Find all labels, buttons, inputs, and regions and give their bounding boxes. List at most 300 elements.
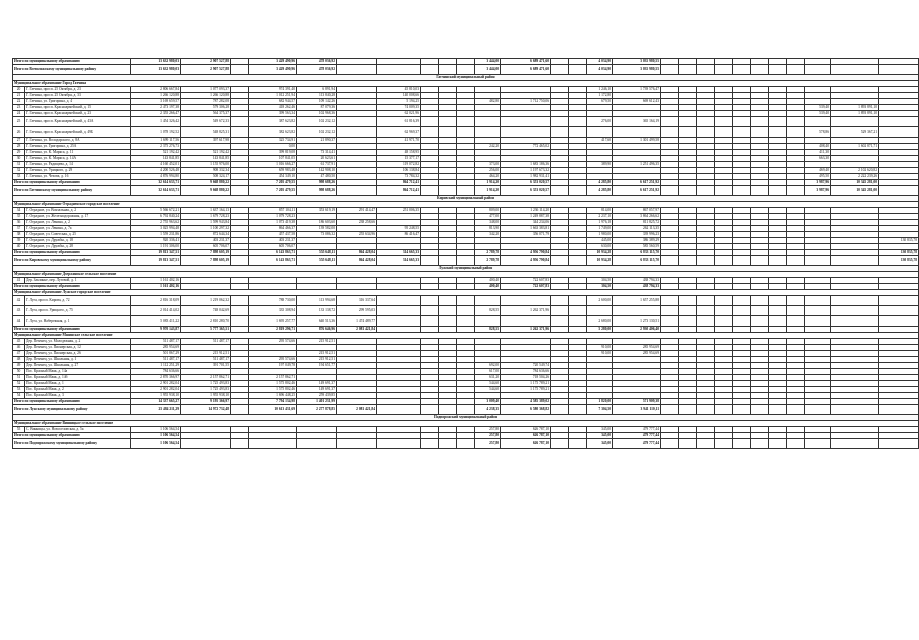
value-cell: 5 566 672,21 xyxy=(131,207,181,213)
value-cell: 149 691,37 xyxy=(297,386,337,392)
value-cell: 1 637 164,13 xyxy=(181,207,231,213)
value-cell: 469,40 xyxy=(805,167,831,173)
value-cell: 1 175 789,21 xyxy=(501,380,551,386)
value-cell: 1 078 192,52 xyxy=(131,127,181,137)
row-number: 23 xyxy=(13,105,25,111)
value-cell: 1 599 943,84 xyxy=(181,219,231,225)
value-cell: 299 595,03 xyxy=(337,306,377,316)
value-cell: 62 021,96 xyxy=(377,111,421,117)
total-cell xyxy=(751,65,769,75)
total-cell xyxy=(733,404,751,414)
value-cell: 679,50 xyxy=(587,99,613,105)
total-cell: 130 835,78 xyxy=(879,249,919,255)
value-cell: 626 787,10 xyxy=(501,426,551,432)
row-number: 41 xyxy=(13,277,25,283)
value-cell xyxy=(337,117,377,127)
value-cell: 215 912,51 xyxy=(297,338,337,344)
value-cell xyxy=(587,306,613,316)
row-number: 54 xyxy=(13,392,25,398)
value-cell: 910,00 xyxy=(587,344,613,350)
row-number: 43 xyxy=(13,306,25,316)
row-number: 39 xyxy=(13,237,25,243)
value-cell: 748 042,69 xyxy=(181,306,231,316)
value-cell: 1 657 255,88 xyxy=(613,295,661,305)
value-cell xyxy=(661,117,679,127)
value-cell: 95 248,55 xyxy=(377,225,421,231)
total-cell xyxy=(551,65,569,75)
value-cell: 400,40 xyxy=(475,277,501,283)
total-row xyxy=(13,185,919,195)
address-cell: Г. Гатчина, ул. Григорина, д. 25А xyxy=(25,143,131,149)
total-cell: 4 956 790,84 xyxy=(501,255,551,265)
total-cell: 478 036,92 xyxy=(297,65,337,75)
value-cell: 784 636,66 xyxy=(131,368,181,374)
value-cell: 1 172,80 xyxy=(587,93,613,99)
value-cell: 464,20 xyxy=(475,173,501,179)
row-number: 22 xyxy=(13,99,25,105)
value-cell xyxy=(613,127,661,137)
value-cell: 342,20 xyxy=(475,231,501,237)
value-cell: 1 155 976,00 xyxy=(181,161,231,167)
value-cell: 1 679 728,23 xyxy=(181,213,231,219)
value-cell: 215 912,51 xyxy=(297,356,337,362)
value-cell: 238 258,66 xyxy=(337,219,377,225)
total-cell xyxy=(805,438,831,448)
value-cell: 1 236 114,20 xyxy=(501,207,551,213)
table-row xyxy=(13,295,919,305)
total-cell: 14 337 665,27 xyxy=(131,398,181,404)
value-cell xyxy=(787,127,805,137)
value-cell: 21 890,37 xyxy=(297,137,337,143)
value-cell: 257,80 xyxy=(475,426,501,432)
total-cell xyxy=(377,404,421,414)
row-number: 20 xyxy=(13,87,25,93)
total-cell: 3 009,40 xyxy=(475,398,501,404)
value-cell: 457 437,58 xyxy=(249,231,297,237)
value-cell: 787 282,08 xyxy=(181,99,231,105)
value-cell: 276,00 xyxy=(587,117,613,127)
value-cell xyxy=(733,117,751,127)
value-cell: 87 079,36 xyxy=(297,105,337,111)
total-cell: 6 833 115,70 xyxy=(613,255,661,265)
value-cell xyxy=(475,295,501,305)
value-cell: 1 739 576,47 xyxy=(613,87,661,93)
total-cell xyxy=(733,185,751,195)
total-cell: 6 833 115,70 xyxy=(613,249,661,255)
value-cell: 285 954,69 xyxy=(613,350,661,356)
value-cell: 130 835,78 xyxy=(879,237,919,243)
total-cell: 10 345 281,00 xyxy=(831,185,879,195)
value-cell xyxy=(501,127,551,137)
value-cell: 1 077 093,37 xyxy=(181,87,231,93)
address-cell: С. Винницы, ул. Новоселовская, д. 5а xyxy=(25,426,131,432)
row-number: 44 xyxy=(13,316,25,326)
total-cell xyxy=(769,185,787,195)
row-number: 49 xyxy=(13,362,25,368)
value-cell xyxy=(501,117,551,127)
total-cell: 864 712,41 xyxy=(377,179,421,185)
total-cell xyxy=(831,65,879,75)
value-cell xyxy=(475,316,501,326)
row-number: 52 xyxy=(13,380,25,386)
value-cell xyxy=(697,306,715,316)
total-cell: 2 930 406,40 xyxy=(613,326,661,332)
value-cell xyxy=(569,117,587,127)
total-cell xyxy=(661,438,679,448)
value-cell xyxy=(439,117,457,127)
value-cell: 1 575 802,46 xyxy=(249,380,297,386)
value-cell xyxy=(787,306,805,316)
total-label: Итого по муниципальному образованию xyxy=(13,249,131,255)
total-cell xyxy=(879,438,919,448)
total-cell: 1 914,20 xyxy=(475,179,501,185)
address-cell: Г. Гатчина, просп. 25 Октября, д. 23 xyxy=(25,87,131,93)
total-label: Итого по муниципальному образованию xyxy=(13,432,131,438)
total-cell: 1 262 371,96 xyxy=(501,326,551,332)
total-cell: 5 777 365,51 xyxy=(181,326,231,332)
row-number: 53 xyxy=(13,386,25,392)
value-cell: 864 466,37 xyxy=(249,225,297,231)
value-cell: 579 306,28 xyxy=(181,105,231,111)
value-cell xyxy=(587,127,613,137)
value-cell: 113 840,28 xyxy=(297,93,337,99)
value-cell xyxy=(733,316,751,326)
value-cell xyxy=(457,316,475,326)
value-cell: 2 355 266,47 xyxy=(131,111,181,117)
value-cell: 20 623,61 xyxy=(297,155,337,161)
value-cell: 2 870 366,97 xyxy=(131,374,181,380)
total-cell: 10 345 281,00 xyxy=(831,179,879,185)
value-cell xyxy=(715,316,733,326)
value-cell: 0,00 xyxy=(249,143,297,149)
total-cell: 626 787,10 xyxy=(501,438,551,448)
value-cell xyxy=(569,127,587,137)
district-name: Лужский муниципальный район xyxy=(13,265,919,271)
municipality-name: Муниципальное образование Дзержинское сельское поселение xyxy=(13,271,919,277)
value-cell: 3 169 659,57 xyxy=(131,99,181,105)
total-cell: 1 106 564,54 xyxy=(131,432,181,438)
value-cell: 5 083 411,22 xyxy=(131,316,181,326)
value-cell: 511 487,17 xyxy=(181,356,231,362)
total-cell xyxy=(377,65,421,75)
value-cell: 106 138,84 xyxy=(377,167,421,173)
value-cell: 544,60 xyxy=(475,386,501,392)
value-cell: 920 336,41 xyxy=(131,237,181,243)
total-cell xyxy=(231,404,249,414)
value-cell xyxy=(501,295,551,305)
value-cell: 1 602 871,71 xyxy=(831,143,879,149)
value-cell: 6 792 840,24 xyxy=(131,213,181,219)
value-cell xyxy=(679,127,697,137)
value-cell: 1 699 117,56 xyxy=(131,137,181,143)
address-cell: Дер. Пехенец, ул. Пионерская, д. 12 xyxy=(25,344,131,350)
value-cell: 605 706,07 xyxy=(249,243,297,249)
value-cell: 256,00 xyxy=(475,167,501,173)
municipality-name: Муниципальное образование Лужское городское поселение xyxy=(13,289,919,295)
value-cell: 718 504,26 xyxy=(501,374,551,380)
value-cell: 356 071,79 xyxy=(501,231,551,237)
total-cell xyxy=(769,65,787,75)
total-cell xyxy=(457,255,475,265)
value-cell: 2 680,00 xyxy=(587,316,613,326)
value-cell: 578,86 xyxy=(805,127,831,137)
value-cell xyxy=(679,306,697,316)
value-cell xyxy=(551,127,569,137)
address-cell: Г. Отрадное, ул. Дружбы, д. 28 xyxy=(25,243,131,249)
value-cell xyxy=(733,127,751,137)
total-cell xyxy=(787,255,805,265)
value-cell: 692,00 xyxy=(475,362,501,368)
value-cell: 1 100 297,32 xyxy=(181,225,231,231)
row-number: 26 xyxy=(13,127,25,137)
value-cell: 403 231,37 xyxy=(249,237,297,243)
row-number: 32 xyxy=(13,167,25,173)
value-cell: 479 777,44 xyxy=(613,426,661,432)
total-cell: 3 941 110,11 xyxy=(613,404,661,414)
row-number: 21 xyxy=(13,93,25,99)
row-number: 35 xyxy=(13,213,25,219)
value-cell: 344 234,06 xyxy=(501,219,551,225)
total-cell xyxy=(337,185,377,195)
total-cell: 555 648,11 xyxy=(297,249,337,255)
value-cell xyxy=(661,295,679,305)
value-cell: 1 175 789,21 xyxy=(501,386,551,392)
address-cell: Г. Гатчина, просп. Красноармейский, д. 23 xyxy=(25,111,131,117)
value-cell: 1 266 120,88 xyxy=(181,93,231,99)
value-cell xyxy=(569,306,587,316)
value-cell xyxy=(805,295,831,305)
value-cell: 399 563,34 xyxy=(249,111,297,117)
total-cell xyxy=(661,65,679,75)
value-cell: 1 683 186,36 xyxy=(501,161,551,167)
value-cell: 511 487,17 xyxy=(131,338,181,344)
total-cell xyxy=(715,255,733,265)
value-cell: 548 825,31 xyxy=(181,127,231,137)
total-cell xyxy=(805,404,831,414)
value-cell xyxy=(439,295,457,305)
value-cell: 1 712 750,06 xyxy=(501,99,551,105)
district-name: Кировский муниципальный район xyxy=(13,195,919,201)
address-cell: Г. Отрадное, ул. Железнодорожная, д. 17 xyxy=(25,213,131,219)
total-cell: 6 353 020,57 xyxy=(501,185,551,195)
row-number: 34 xyxy=(13,207,25,213)
total-cell xyxy=(439,404,457,414)
value-cell: 605 706,07 xyxy=(181,243,231,249)
value-cell: 1 266 120,88 xyxy=(131,93,181,99)
address-cell: Дер. Пехенец, ул. Пионерская, д. 26 xyxy=(25,350,131,356)
total-cell: 3 444,00 xyxy=(475,59,501,65)
total-cell xyxy=(297,438,337,448)
value-cell: 1 696 448,25 xyxy=(249,392,297,398)
value-cell xyxy=(879,127,919,137)
municipality-name: Муниципальное образование Винницкое сельское поселение xyxy=(13,420,919,426)
row-number: 29 xyxy=(13,149,25,155)
total-cell xyxy=(337,438,377,448)
value-cell: 564 375,37 xyxy=(181,111,231,117)
value-cell xyxy=(377,316,421,326)
address-cell: Г. Луга, ул. Набережная, д. 1 xyxy=(25,316,131,326)
value-cell: 682 944,57 xyxy=(249,99,297,105)
value-cell: 291 414,47 xyxy=(337,207,377,213)
value-cell xyxy=(421,316,439,326)
total-label: Итого по Гатчинскому муниципальному району xyxy=(13,185,131,195)
value-cell: 1 955 938,10 xyxy=(181,392,231,398)
value-cell: 1 249 887,38 xyxy=(501,213,551,219)
total-cell: 4 585 389,02 xyxy=(501,398,551,404)
value-cell: 630,00 xyxy=(587,243,613,249)
value-cell: 529 367,21 xyxy=(831,127,879,137)
address-cell: Г. Гатчина, просп. Красноармейский, д. 49Б xyxy=(25,127,131,137)
municipality-name: Муниципальное образование Город Гатчина xyxy=(13,81,919,87)
table-row xyxy=(13,127,919,137)
value-cell: 4 160 452,01 xyxy=(131,161,181,167)
row-number: 36 xyxy=(13,219,25,225)
value-cell: 811 825,72 xyxy=(613,219,661,225)
total-cell: 7 304,50 xyxy=(587,404,613,414)
total-cell xyxy=(697,438,715,448)
value-cell: 1 559 231,86 xyxy=(131,231,181,237)
value-cell xyxy=(231,306,249,316)
total-cell xyxy=(377,438,421,448)
total-cell: 3 035 980,55 xyxy=(613,59,661,65)
total-cell: 6 580 368,82 xyxy=(501,404,551,414)
value-cell: 544,60 xyxy=(475,380,501,386)
value-cell: 1 251 496,35 xyxy=(613,161,661,167)
value-cell xyxy=(769,127,787,137)
address-cell: Дер. Пехенец, ул. Школьная, д. 27 xyxy=(25,362,131,368)
address-cell: Дер. Пехенец, ул. Молодежная, д. 2 xyxy=(25,338,131,344)
row-number: 47 xyxy=(13,350,25,356)
row-number: 42 xyxy=(13,295,25,305)
total-cell: 10 934,28 xyxy=(587,249,613,255)
address-cell: Дер. Заклинье, пер. Луговой, д. 1 xyxy=(25,277,131,283)
value-cell: 365 164,19 xyxy=(613,117,661,127)
value-cell xyxy=(551,306,569,316)
value-cell xyxy=(787,295,805,305)
total-cell: 314 665,33 xyxy=(377,255,421,265)
value-cell: 411,30 xyxy=(805,149,831,155)
value-cell: 1 725 493,83 xyxy=(181,380,231,386)
value-cell: 867 057,97 xyxy=(613,207,661,213)
value-cell: 397 617,98 xyxy=(181,137,231,143)
total-cell: 2 277 878,85 xyxy=(297,404,337,414)
total-cell: 1 401 231,99 xyxy=(297,398,337,404)
value-cell xyxy=(439,306,457,316)
value-cell xyxy=(697,295,715,305)
total-row xyxy=(13,65,919,75)
total-cell: 32 614 633,71 xyxy=(131,179,181,185)
value-cell: 61 737,91 xyxy=(297,161,337,167)
value-cell xyxy=(457,117,475,127)
total-cell: 10 934,28 xyxy=(587,255,613,265)
value-cell: 4 200 526,48 xyxy=(131,167,181,173)
value-cell: 62 969,37 xyxy=(377,127,421,137)
value-cell xyxy=(697,316,715,326)
value-cell xyxy=(733,306,751,316)
value-cell: 482,80 xyxy=(475,99,501,105)
value-cell: 477,00 xyxy=(475,213,501,219)
total-cell: 722 607,83 xyxy=(501,283,551,289)
value-cell: 445,00 xyxy=(587,237,613,243)
value-cell xyxy=(715,295,733,305)
total-cell: 9 668 880,22 xyxy=(181,179,231,185)
value-cell: 61 816,39 xyxy=(377,117,421,127)
value-cell: 102 968,36 xyxy=(297,111,337,117)
row-number: 55 xyxy=(13,426,25,432)
row-number: 46 xyxy=(13,344,25,350)
value-cell xyxy=(751,117,769,127)
value-cell: 511 487,17 xyxy=(181,338,231,344)
value-cell: 335 308,94 xyxy=(249,306,297,316)
table-row xyxy=(13,306,919,316)
total-cell: 304,50 xyxy=(587,283,613,289)
value-cell xyxy=(457,295,475,305)
value-cell: 508 324,17 xyxy=(181,173,231,179)
value-cell: 4 876 994,80 xyxy=(131,173,181,179)
total-cell xyxy=(697,65,715,75)
address-cell: Г. Гатчина, просп. Красноармейский, д. 15 xyxy=(25,105,131,111)
total-cell: 14 972 732,48 xyxy=(181,404,231,414)
value-cell: 1 454 326,42 xyxy=(131,117,181,127)
address-cell: Пос. Красный Маяк, д. 1 xyxy=(25,380,131,386)
total-cell: 7 205 479,55 xyxy=(249,185,297,195)
total-cell xyxy=(249,438,297,448)
total-cell: 9 970 143,87 xyxy=(131,326,181,332)
value-cell: 348,00 xyxy=(475,219,501,225)
total-cell: 10 613 431,69 xyxy=(249,404,297,414)
total-cell: 626 787,10 xyxy=(501,432,551,438)
value-cell xyxy=(551,295,569,305)
value-cell: 418 262,46 xyxy=(249,105,297,111)
value-cell: 215 912,51 xyxy=(181,350,231,356)
total-cell xyxy=(751,404,769,414)
total-cell xyxy=(879,185,919,195)
total-cell: 2 789,78 xyxy=(475,249,501,255)
value-cell: 521 192,42 xyxy=(181,149,231,155)
value-cell: 140 008,66 xyxy=(377,93,421,99)
total-cell xyxy=(751,255,769,265)
value-cell xyxy=(831,306,879,316)
value-cell: 1 262 371,96 xyxy=(501,306,551,316)
address-cell: Г. Гатчина, ул. Григорина, д. 4 xyxy=(25,99,131,105)
total-cell xyxy=(439,185,457,195)
value-cell xyxy=(751,316,769,326)
value-cell: 295 574,66 xyxy=(249,338,297,344)
value-cell xyxy=(231,295,249,305)
total-cell xyxy=(231,438,249,448)
value-cell: 857 104,11 xyxy=(249,207,297,213)
value-cell: 2 014 414,02 xyxy=(131,306,181,316)
value-cell xyxy=(475,127,501,137)
value-cell: 1 301 499,58 xyxy=(613,137,661,143)
value-cell: 2 600,00 xyxy=(587,295,613,305)
total-cell: 438 794,33 xyxy=(613,283,661,289)
total-cell xyxy=(697,255,715,265)
total-cell: 6 353 020,57 xyxy=(501,179,551,185)
total-cell: 32 614 633,71 xyxy=(131,185,181,195)
value-cell xyxy=(337,127,377,137)
total-cell: 876 646,96 xyxy=(297,326,337,332)
value-cell: 133 138,72 xyxy=(297,306,337,316)
value-cell: 1 197 673,32 xyxy=(501,167,551,173)
address-cell: Г. Отрадное, ул. Ленина, д. 7а xyxy=(25,225,131,231)
total-cell xyxy=(679,438,697,448)
value-cell: 1 695 257,77 xyxy=(249,316,297,326)
total-cell: 1 106 564,54 xyxy=(131,438,181,448)
row-number: 45 xyxy=(13,338,25,344)
total-cell xyxy=(439,65,457,75)
total-cell: 3 429 490,96 xyxy=(249,59,297,65)
